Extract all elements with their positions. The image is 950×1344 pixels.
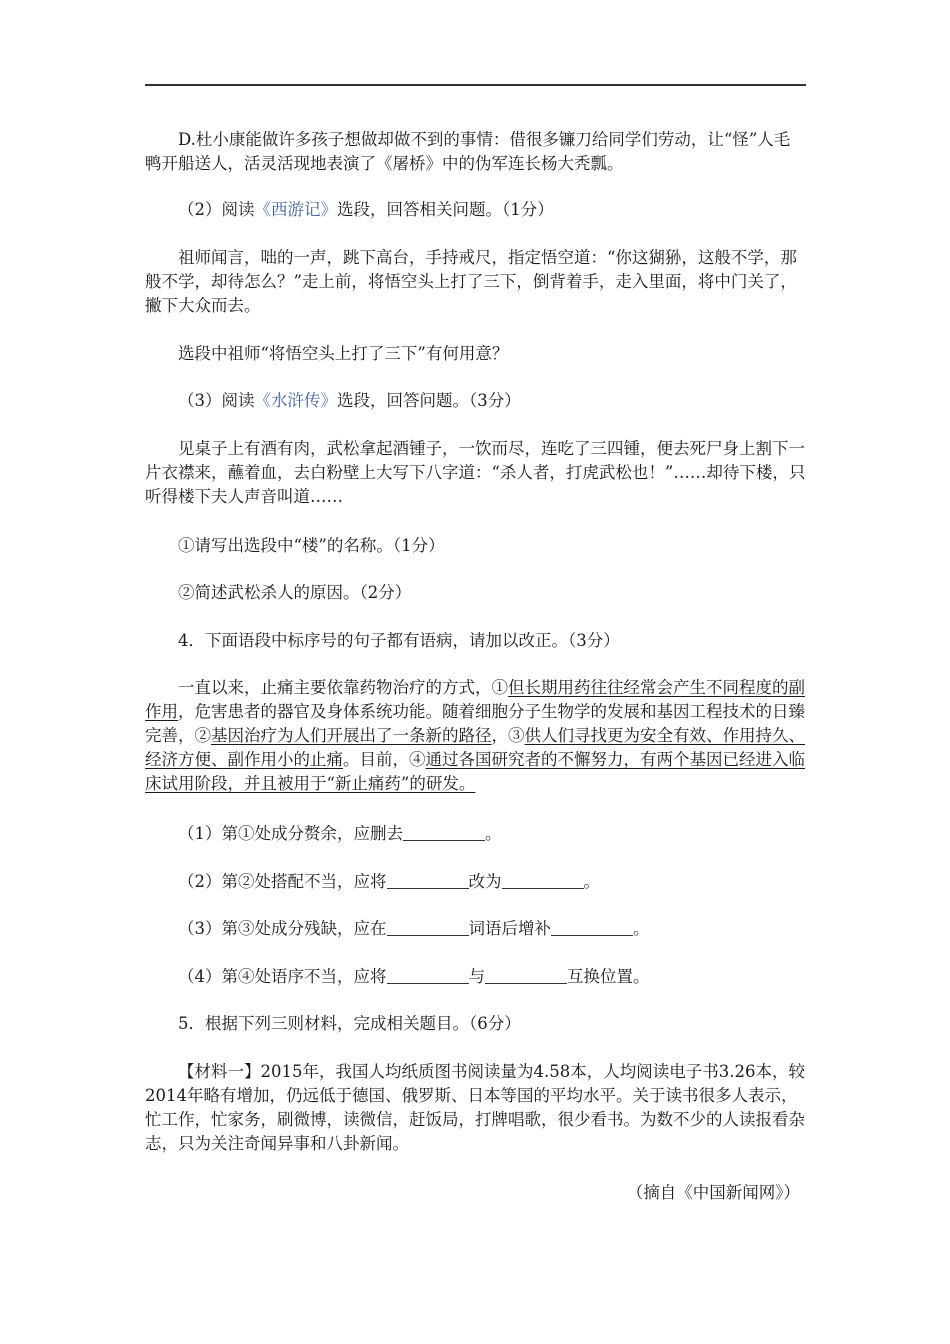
- q4-item-4-mid: 与: [468, 967, 485, 986]
- answer-blank[interactable]: [485, 967, 567, 984]
- q4-underlined-3: 供人们寻找更为安全有效、作用持久、经济方便、副作用小的止痛: [145, 726, 805, 769]
- q3-suffix: 选段，回答问题。（3分）: [337, 391, 521, 410]
- q4-item-2-mid: 改为: [468, 872, 502, 891]
- q2-heading: [145, 198, 806, 222]
- q4-item-4: [145, 965, 806, 989]
- q4-item-2-text: （2）第②处搭配不当，应将: [178, 872, 387, 891]
- q4-underlined-1: 但长期用药往往经常会产生不同程度的副作用: [145, 678, 805, 721]
- q4-item-3: [145, 917, 806, 941]
- q2-question: 选段中祖师“将悟空头上打了三下”有何用意？: [178, 344, 509, 363]
- answer-blank[interactable]: [551, 919, 633, 936]
- answer-blank[interactable]: [387, 919, 469, 936]
- q4-underlined-2: 基因治疗为人们开展出了一条新的路径: [211, 726, 492, 745]
- q4-text-1: 一直以来，止痛主要依靠药物治疗的方式，①: [178, 678, 508, 697]
- q4-title: 4．下面语段中标序号的句子都有语病，请加以改正。（3分）: [178, 631, 620, 650]
- q4-item-3-end: 。: [633, 919, 650, 938]
- q3-book-link[interactable]: 《水浒传》: [254, 391, 337, 410]
- q3-passage: 见桌子上有酒有肉，武松拿起酒锺子，一饮而尽，连吃了三四锺，便去死尸身上割下一片衣襟来，蘸着血，去白粉壁上大写下八字道：“杀人者，打虎武松也！”……却待下楼，只听得楼下夫人声音叫道……: [145, 439, 806, 506]
- q4-underlined-4: 通过各国研究者的不懈努力，有两个基因已经进入临床试用阶段，并且被用于“新止痛药”的研发。: [145, 750, 805, 793]
- q3-prefix: （3）阅读: [178, 391, 255, 410]
- q3-sub2: ②简述武松杀人的原因。（2分）: [178, 583, 412, 602]
- q4-item-3-mid: 词语后增补: [468, 919, 551, 938]
- q2-passage: 祖师闻言，咄的一声，跳下高台，手持戒尺，指定悟空道：“你这猢狲，这般不学，那般不学，却待怎么？”走上前，将悟空头上打了三下，倒背着手，走入里面，将中门关了，撇下大众而去。: [145, 248, 797, 315]
- option-d: D.杜小康能做许多孩子想做却做不到的事情：借很多镰刀给同学们劳动，让“怪”人毛鸭开船送人，活灵活现地表演了《屠桥》中的伪军连长杨大秃瓢。: [145, 130, 791, 173]
- q5-material-1: 【材料一】2015年，我国人均纸质图书阅读量为4.58本，人均阅读电子书3.26本，较2014年略有增加，仍远低于德国、俄罗斯、日本等国的平均水平。关于读书很多人表示，忙工作，忙家务，刷微博，读微信，赶饭局，打牌唱歌，很少看书。为数不少的人读报看杂志，只为关注奇闻异事和八卦新闻。: [145, 1062, 805, 1153]
- answer-blank[interactable]: [387, 872, 469, 889]
- q2-book-link[interactable]: 《西游记》: [254, 200, 337, 219]
- q3-heading: [145, 389, 806, 413]
- q2-suffix: 选段，回答相关问题。（1分）: [337, 200, 554, 219]
- q4-item-4-end: 互换位置。: [567, 967, 650, 986]
- q4-passage: [145, 676, 806, 796]
- q4-text-4: 。目前，④: [343, 750, 426, 769]
- q2-prefix: （2）阅读: [178, 200, 255, 219]
- q4-item-1: [145, 822, 806, 846]
- q4-item-1-end: 。: [485, 824, 502, 843]
- header-rule: [145, 84, 806, 86]
- q4-item-3-text: （3）第③处成分残缺，应在: [178, 919, 387, 938]
- q4-item-1-text: （1）第①处成分赘余，应删去: [178, 824, 403, 843]
- q4-item-4-text: （4）第④处语序不当，应将: [178, 967, 387, 986]
- q5-source: （摘自《中国新闻网》）: [626, 1183, 800, 1202]
- q4-item-2: [145, 870, 806, 894]
- q5-title: 5．根据下列三则材料，完成相关题目。（6分）: [178, 1014, 521, 1033]
- q4-text-2: ，危害患者的器官及身体系统功能。随着细胞分子生物学的发展和基因工程技术的日臻完善，②: [145, 702, 805, 745]
- q3-sub1: ①请写出选段中“楼”的名称。（1分）: [178, 536, 445, 555]
- answer-blank[interactable]: [387, 967, 469, 984]
- q4-item-2-end: 。: [583, 872, 600, 891]
- answer-blank[interactable]: [502, 872, 584, 889]
- q4-text-3: ，③: [491, 726, 525, 745]
- answer-blank[interactable]: [403, 824, 485, 841]
